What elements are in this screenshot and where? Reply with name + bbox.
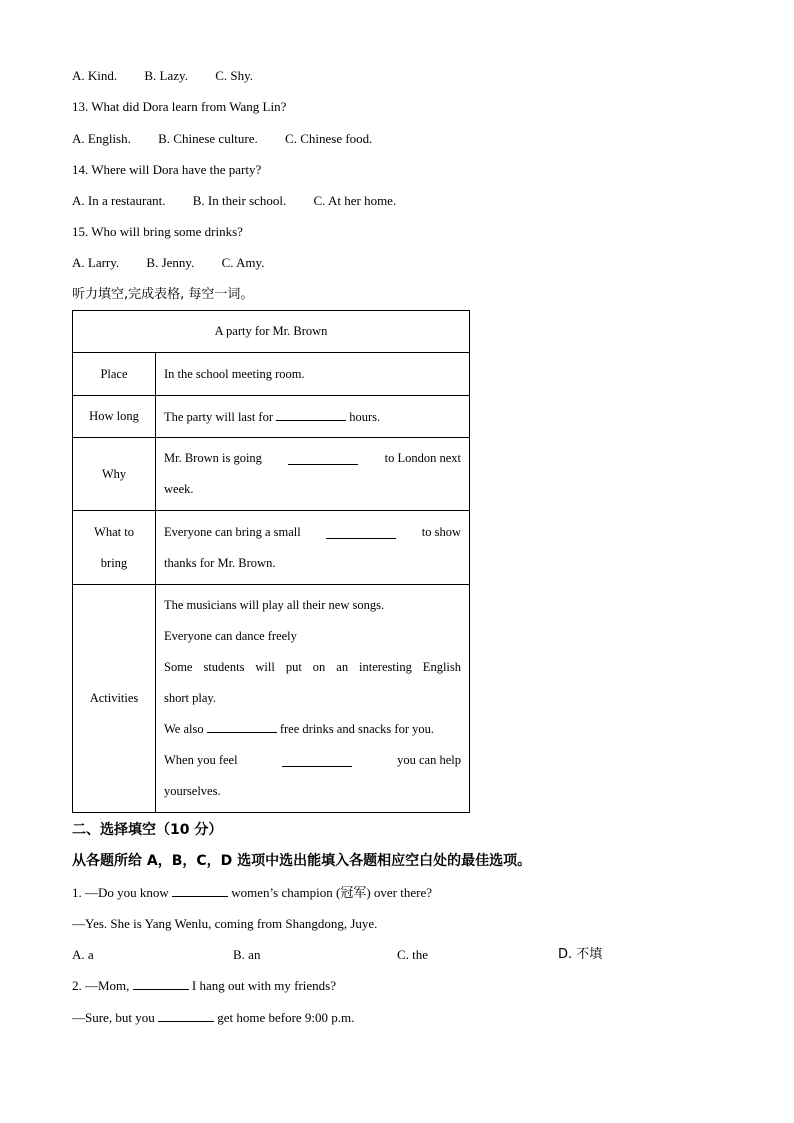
q12-option-a: A. Kind. (72, 68, 118, 83)
bring-label-line1: What to (94, 524, 134, 539)
table-row (73, 511, 470, 585)
q12-option-b: B. Lazy. (144, 68, 188, 83)
row-content-activities (156, 585, 470, 813)
bring-label-line2: bring (100, 555, 128, 570)
activities-line7: yourselves. (164, 784, 221, 798)
row-label-how-long: How long (73, 396, 156, 438)
q1-option-c: C. the (397, 947, 429, 962)
row-label-what-to-bring (73, 511, 156, 585)
q2-post: I hang out with my friends? (191, 978, 336, 993)
table-row (73, 438, 470, 511)
row-content-place: In the school meeting room. (156, 353, 470, 396)
why-post: to London next (384, 451, 461, 465)
q1-post: women’s champion (冠军) over there? (231, 885, 432, 900)
row-content-why (156, 438, 470, 511)
q13-options (72, 131, 372, 147)
activities-line6-pre: When you feel (164, 753, 238, 767)
q12-options (72, 68, 253, 84)
why-pre: Mr. Brown is going (164, 451, 262, 465)
q2-pre: 2. —Mom, (72, 978, 130, 993)
table-row (73, 353, 470, 396)
q2-question (72, 978, 336, 994)
q1-option-d: D. 不填 (558, 947, 603, 962)
q2-answer-blank-2[interactable] (158, 1010, 214, 1022)
activities-line2: Everyone can dance freely (164, 629, 297, 643)
bring-line2: thanks for Mr. Brown. (164, 555, 276, 570)
q2-line2 (72, 1010, 354, 1026)
section2-title: 二、选择填空（10 分） (72, 822, 223, 838)
how-long-pre: The party will last for (164, 409, 273, 424)
row-label-activities: Activities (73, 585, 156, 813)
activities-line6-post: you can help (397, 753, 461, 767)
table-row (73, 585, 470, 813)
q15-option-b: B. Jenny. (146, 255, 195, 270)
q15-option-a: A. Larry. (72, 255, 120, 270)
q14-options (72, 193, 396, 209)
q15-question: 15. Who will bring some drinks? (72, 224, 243, 239)
activities-line5-post: free drinks and snacks for you. (279, 722, 434, 736)
q14-option-c: C. At her home. (313, 193, 397, 208)
q13-question: 13. What did Dora learn from Wang Lin? (72, 99, 287, 114)
answer-blank-activities-2[interactable] (282, 755, 352, 767)
answer-blank-bring[interactable] (326, 527, 396, 539)
q1-option-b: B. an (233, 947, 261, 962)
answer-blank-why[interactable] (288, 453, 358, 465)
answer-blank-activities-1[interactable] (207, 721, 277, 733)
q14-question: 14. Where will Dora have the party? (72, 162, 262, 177)
row-content-how-long (156, 396, 470, 438)
party-table (72, 310, 470, 813)
row-label-why: Why (73, 438, 156, 511)
q1-question (72, 885, 432, 901)
q15-option-c: C. Amy. (221, 255, 265, 270)
answer-blank-hours[interactable] (276, 409, 346, 421)
activities-line5-pre: We also (164, 722, 204, 736)
table-row (73, 396, 470, 438)
q1-option-a: A. a (72, 947, 94, 962)
activities-line4: short play. (164, 691, 216, 705)
q2-line2-pre: —Sure, but you (72, 1010, 155, 1025)
table-title: A party for Mr. Brown (73, 311, 470, 353)
q13-option-c: C. Chinese food. (285, 131, 373, 146)
q12-option-c: C. Shy. (215, 68, 254, 83)
q15-options (72, 255, 264, 271)
q2-line2-post: get home before 9:00 p.m. (217, 1010, 355, 1025)
bring-pre: Everyone can bring a small (164, 524, 301, 539)
q1-pre: 1. —Do you know (72, 885, 169, 900)
activities-line1: The musicians will play all their new songs. (164, 598, 385, 612)
activities-line3: Some students will put on an interesting English (164, 660, 461, 674)
q1-answer-blank[interactable] (172, 885, 228, 897)
q13-option-b: B. Chinese culture. (158, 131, 258, 146)
listening-instruction: 听力填空,完成表格, 每空一词。 (72, 287, 254, 302)
q1-options (72, 947, 612, 963)
how-long-post: hours. (349, 409, 381, 424)
q13-option-a: A. English. (72, 131, 131, 146)
q14-option-b: B. In their school. (192, 193, 287, 208)
bring-post: to show (421, 524, 461, 539)
row-label-place: Place (73, 353, 156, 396)
q14-option-a: A. In a restaurant. (72, 193, 166, 208)
row-content-what-to-bring (156, 511, 470, 585)
section2-instruction: 从各题所给 A，B，C，D 选项中选出能填入各题相应空白处的最佳选项。 (72, 853, 532, 869)
q1-line2: —Yes. She is Yang Wenlu, coming from Shangdong, Juye. (72, 916, 378, 931)
why-line2: week. (164, 482, 194, 496)
q2-answer-blank[interactable] (133, 978, 189, 990)
